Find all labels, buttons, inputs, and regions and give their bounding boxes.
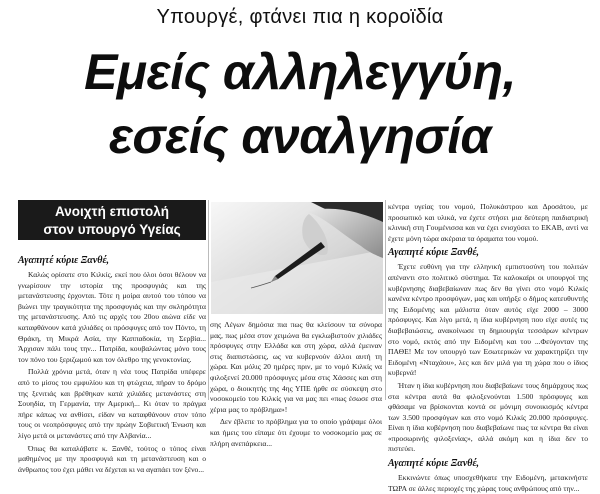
- column-3: [388, 202, 588, 493]
- paragraph: Καλώς ορίσατε στο Κιλκίς, εκεί που όλοι όσοι θέλουν να γνωρίσουν την ιστορία της προσφυγιάς και της μετανάστευσης έρχονται. Τότε η μοίρα αυτού του τόπου να βιώνει την τραγικότητα της προσφυγιάς και την σκληρότητα της μετανάστευσης. Από τις αρχές του 20ου αιώνα είδε να καταφθάνουν κατά χιλιάδες οι πρόσφυγες από τον Πόντο, τη Θράκη, τη Μικρά Ασία, την Καππαδοκία, τη Σερβία... Άρχισαν πάλι τους την... Πατρίδα, κουβαλώντας μόνο τους τον πόνο του ξεριζωμού και τον όλεθρο της γενοκτονίας.: [18, 270, 206, 364]
- salutation: Αγαπητέ κύριε Ξανθέ,: [388, 458, 480, 470]
- headline-line-2: εσείς αναλγησία: [109, 108, 491, 164]
- salutation: Αγαπητέ κύριε Ξανθέ,: [18, 255, 110, 266]
- column-divider: [208, 200, 209, 400]
- paragraph: Δεν έβλεπε το πρόβλημα για το οποίο γράψαμε όλοι και ήμεις του είπαμε ότι έχουμε το νοσοκομείο μας σε πλήρη ανεπάρκεια...: [210, 417, 382, 448]
- paragraph: Έχετε ευθύνη για την ελληνική εμπιστοσύνη του πολιτών απέναντι στο πολιτικό σύστημα. Τα καλοκαίρι οι υπουργοί της κυβέρνησης διαβεβαίωναν πως δεν θα γίνει στο νομό Κιλκίς κανένα κέντρο προσφύγων, μας και υπήρξε ο δήμος κατευθυντής της Ειδομένης και μάλιστα όταν αυτός είχε 2000 – 3000 πρόσφυγες. Και λίγο μετά, η ίδια κυβέρνηση που είχε αυτές τις διαβεβαιώσεις, ανακοίνωσε τη δημιουργία τεσσάρων κέντρων στο νομό, εκτός από την Ειδομένη και του ...Φεύγονταν της ΠΑΘΕ! Με τον υπουργό των Εσωτερικών να χαρακτηρίζει την Ειδομένη «Νταχάου», λες και δεν μιλά για τη χώρα που ο ίδιος κυβερνά!: [388, 262, 588, 378]
- headline-line-1: Εμείς αλληλεγγύη,: [84, 44, 516, 100]
- box-title: [18, 200, 206, 240]
- paragraph: Πολλά χρόνια μετά, όταν η νέα τους Πατρίδα υπέφερε από το μίσος του εμφυλίου και τη φτώχεια, πήραν το δρόμο της ξενιτιάς και βρέθηκαν κατά χιλιάδες μετανάστες στη Σουηδία, τη Γερμανία, την Αμερική... Κι όταν το πράγμα πήρε κάπως να ανθίσει, είδαν να καταφθάνουν στον τόπο τους οι νεοπρόσφυγες από την πρώην Σοβιετική Ένωση και λίγο μετά οι μετανάστες από την Αλβανία...: [18, 367, 206, 440]
- box-title-line-2: στον υπουργό Υγείας: [43, 222, 181, 237]
- paragraph: Ήταν η ίδια κυβέρνηση που διαβεβαίωνε τους δημάρχους πως στα κέντρα αυτά θα φιλοξενούνται 1.500 πρόσφυγες και φθάσαμε να βρίσκονται κοντά σε μόνιμη συνοικισμός κέντρα των 3.500 προσφύγων και στο νομό Κιλκίς 20.000 πρόσφυγες. Είναι η ίδια κυβέρνηση που διαβεβαίωνε πως τα κέντρα θα είναι «προσωρινής φιλοξενίας», αλλά ακόμη και η ίδια δεν το πιστεύει.: [388, 380, 588, 454]
- column-divider: [385, 200, 386, 400]
- paragraph: κέντρα υγείας του νομού, Πολυκάστρου και Δροσάτου, με προσωπικό και υλικά, να έχετε στήσει μια δεύτερη παιδιατρική κλινική στη Γουμένισσα και να έχει ενισχύσει το ΕΚΑΒ, αντί να έχετε μόνη τώρα ακέραια τα όραματα του νομού.: [388, 202, 588, 243]
- paragraph: Εκκινώντε όπως υποσχεθήκατε την Ειδομένη, μετακινήστε ΤΩΡΑ σε άλλες περιοχές της χώρας τους ανθρώπους από την...: [388, 473, 588, 493]
- column-1: [18, 250, 206, 474]
- pen-illustration: [211, 202, 383, 314]
- salutation: Αγαπητέ κύριε Ξανθέ,: [388, 247, 480, 259]
- photo-hand-writing-pen: [211, 202, 383, 314]
- paragraph: Όπως θα καταλάβατε κ. Ξανθέ, τούτος ο τόπος είναι μαθημένος με την προσφυγιά και τη μετανάστευση και ο άνθρωπος του έχει μάθει να δέχεται κι να αγαπάει τον ξένο...: [18, 443, 206, 474]
- kicker: Υπουργέ, φτάνει πια η κοροϊδία: [156, 6, 444, 28]
- column-2: [210, 320, 382, 448]
- box-title-line-1: Ανοιχτή επιστολή: [55, 204, 169, 219]
- paragraph: σης Λέγων δημόσια πια πως θα κλείσουν τα σύνορα μας, πως μέσα στον χειμώνα θα εγκλωβιστούν χιλιάδες πρόσφυγες στην Ελλάδα και στη χώρα, αλλά έμειναν στις διαπιστώσεις, ως να κυβερνούν άλλοι αυτή τη χώρα. Και μόλις 20 ημέρες πριν, με το νομό Κιλκίς να φιλοξενεί 20.000 πρόσφυγες μέσα στις Χάσσες και στη χώρα, ο διοικητής της 4ης ΥΠΕ ήρθε σε σύσκεψη στο νοσοκομείο του Κιλκίς για να μας πει «πως έσωσε στα χέρια μας το πρόβλημα»!: [210, 320, 382, 414]
